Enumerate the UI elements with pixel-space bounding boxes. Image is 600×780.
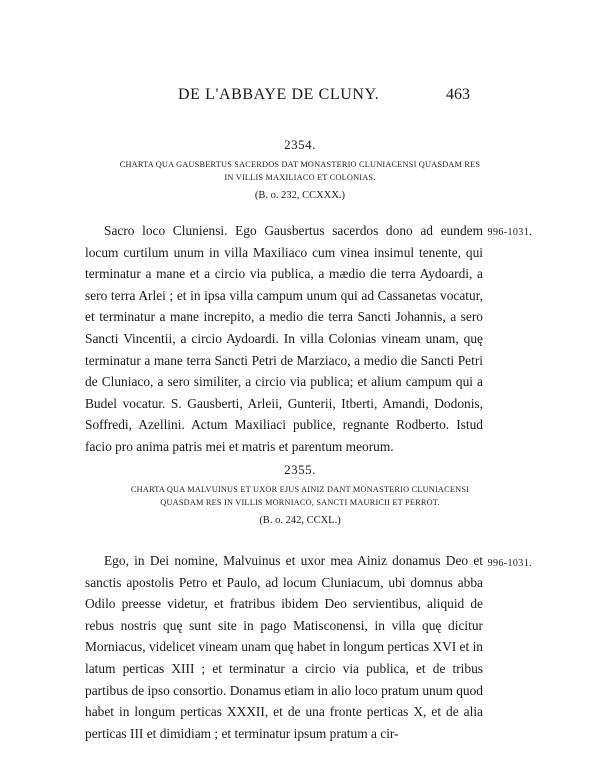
charter-source: (B. o. 242, CCXL.) (259, 515, 341, 526)
charter-title-line: CHARTA QUA GAUSBERTUS SACERDOS DAT MONASTERIO CLUNIACENSI QUASDAM RES (119, 160, 481, 169)
charter-body-text: Ego, in Dei nomine, Malvuinus et uxor mea Ainiz donamus Deo et sanctis apostolis Petro et Paulo, ad locum Cluniacum, ubi domnus abba Odilo preesse videtur, et fratribus ibidem Deo servientibus, aliquid de rebus nostris quę sunt site in pago Matisconensi, in villa quę dicitur Morniacus, videlicet vineam unam quę habet in longum perticas XVI et in latum perticas XIII ; et terminatur a circio via publica, et de tribus partibus de ipso consortio. Donamus etiam in alio loco pratum unum quod habet in longum perticas XXXII, et de una fronte perticas X, et de alia perticas III et dimidiam ; et terminatur ipsum pratum a cir- (85, 553, 483, 741)
charter-title-line: IN VILLIS MAXILIACO ET COLONIAS. (224, 173, 376, 182)
charter-title (90, 158, 510, 184)
charter-date: 996-1031. (487, 227, 532, 238)
charter-number: 2354. (284, 137, 316, 152)
charter-date: 996-1031. (487, 558, 532, 569)
charter-number: 2355. (284, 462, 316, 477)
charter-title-line: QUASDAM RES IN VILLIS MORNIACO, SANCTI MAURICII ET PERROT. (160, 498, 440, 507)
charter-source: (B. o. 232, CCXXX.) (254, 190, 346, 201)
page-number: 463 (446, 86, 470, 103)
running-head (0, 86, 600, 110)
charter-body-text: Sacro loco Cluniensi. Ego Gausbertus sacerdos dono ad eundem locum curtilum unum in villa Maxiliaco cum vinea insimul tenente, qui terminatur a mane et a circio via publica, a mædio die terra Aydoardi, a sero terra Arlei ; et in ipsa villa campum unum qui ad Cassanetas vocatur, et terminatur a mane increpito, a medio die terra Sancti Johannis, a sero Sancti Vincentii, a circio Aydoardi. In villa Colonias vineam unam, quę terminatur a mane terra Sancti Petri de Marziaco, a medio die Sancti Petri de Cluniaco, a sero similiter, a circio via publica; et alium campum qui a Budel vocatur. S. Gausberti, Arleii, Gunterii, Itberti, Amandi, Dodonis, Soffredi, Azellini. Actum Maxiliaci publice, regnante Rodberto. Istud facio pro anima patris mei et matris et parentum meorum. (85, 223, 483, 454)
charter-2354-heading (0, 137, 600, 201)
charter-title-line: CHARTA QUA MALVUINUS ET UXOR EJUS AINIZ DANT MONASTERIO CLUNIACENSI (130, 485, 470, 494)
running-title: DE L'ABBAYE DE CLUNY. (178, 86, 380, 103)
charter-title (90, 483, 510, 509)
charter-2355-heading (0, 462, 600, 526)
